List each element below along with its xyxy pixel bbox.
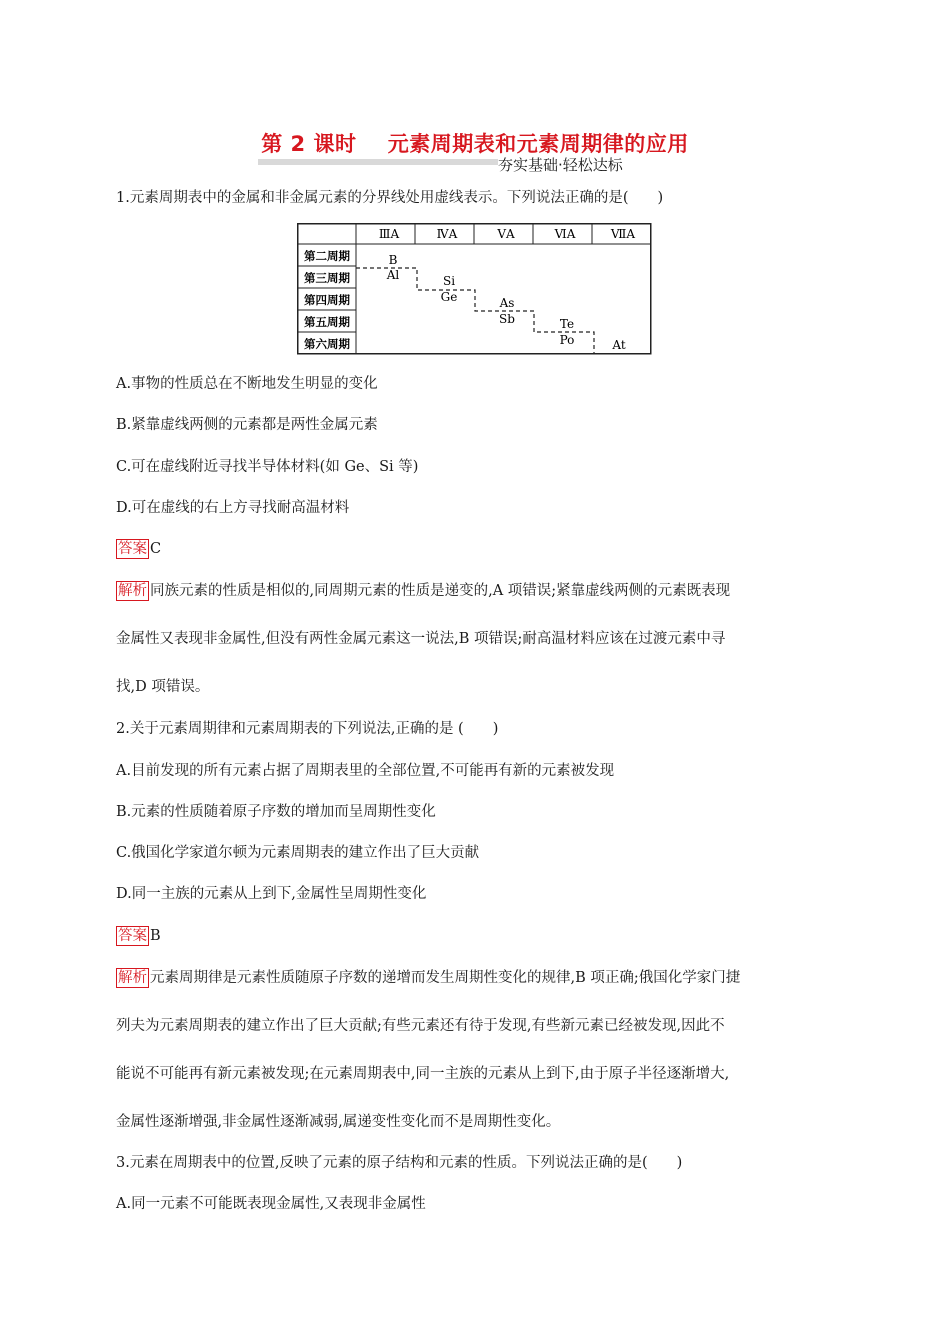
element-symbol: Sb [499, 312, 515, 326]
q3-option-a: A.同一元素不可能既表现金属性,又表现非金属性 [116, 1196, 426, 1212]
group-label: ⅤA [497, 227, 515, 241]
element-symbol: Te [559, 317, 575, 331]
answer-tag: 答案 [118, 928, 147, 944]
element-symbol: Po [559, 333, 575, 347]
q2-option-d: D.同一主族的元素从上到下,金属性呈周期性变化 [116, 886, 427, 902]
element-symbol: Si [442, 274, 456, 288]
group-label: ⅣA [436, 227, 458, 241]
answer-tag: 答案 [118, 541, 147, 557]
q1-option-b: B.紧靠虚线两侧的元素都是两性金属元素 [116, 417, 378, 433]
q2-stem: 2.关于元素周期律和元素周期表的下列说法,正确的是 ( ) [116, 721, 499, 737]
analysis-tag: 解析 [118, 970, 147, 986]
q1-analysis-line-1 [116, 581, 730, 601]
q2-analysis-line-3: 能说不可能再有新元素被发现;在元素周期表中,同一主族的元素从上到下,由于原子半径逐渐增大, [116, 1066, 730, 1082]
periodic-table-svg [297, 223, 653, 357]
group-label: ⅥA [554, 227, 576, 241]
period-label: 第五周期 [304, 315, 350, 329]
element-symbol: B [388, 253, 398, 267]
q2-option-b: B.元素的性质随着原子序数的增加而呈周期性变化 [116, 804, 436, 820]
q2-analysis-line-1 [116, 968, 740, 988]
page-title: 第 2 课时 元素周期表和元素周期律的应用 [261, 132, 689, 156]
q2-analysis-text: 元素周期律是元素性质随原子序数的递增而发生周期性变化的规律,B 项正确;俄国化学家门捷 [150, 970, 741, 986]
period-label: 第四周期 [304, 293, 350, 307]
q2-analysis-line-4: 金属性逐渐增强,非金属性逐渐减弱,属递变性变化而不是周期性变化。 [116, 1114, 561, 1130]
periodic-table-figure [297, 223, 653, 361]
q1-answer-line [116, 539, 161, 559]
q2-option-c: C.俄国化学家道尔顿为元素周期表的建立作出了巨大贡献 [116, 845, 480, 861]
q2-answer-line [116, 926, 161, 946]
period-label: 第三周期 [304, 271, 350, 285]
period-label: 第二周期 [304, 249, 350, 263]
element-symbol: At [612, 338, 626, 352]
period-label: 第六周期 [304, 337, 350, 351]
q2-option-a: A.目前发现的所有元素占据了周期表里的全部位置,不可能再有新的元素被发现 [116, 763, 615, 779]
q1-option-d: D.可在虚线的右上方寻找耐高温材料 [116, 500, 350, 516]
section-subtitle: 夯实基础·轻松达标 [498, 156, 623, 174]
q3-stem: 3.元素在周期表中的位置,反映了元素的原子结构和元素的性质。下列说法正确的是( ) [116, 1155, 683, 1171]
element-symbol: As [499, 296, 515, 310]
element-symbol: Ge [440, 290, 458, 304]
subtitle-bar [258, 159, 498, 165]
group-label: ⅢA [378, 227, 400, 241]
q1-analysis-text: 同族元素的性质是相似的,同周期元素的性质是递变的,A 项错误;紧靠虚线两侧的元素既表现 [150, 583, 731, 599]
element-symbol: Al [386, 268, 400, 282]
q1-option-c: C.可在虚线附近寻找半导体材料(如 Ge、Si 等) [116, 459, 419, 475]
q1-option-a: A.事物的性质总在不断地发生明显的变化 [116, 376, 378, 392]
q1-analysis-line-3: 找,D 项错误。 [116, 679, 210, 695]
q1-analysis-line-2: 金属性又表现非金属性,但没有两性金属元素这一说法,B 项错误;耐高温材料应该在过渡元素中寻 [116, 631, 726, 647]
q2-answer: B [150, 928, 161, 944]
group-label: ⅦA [610, 227, 636, 241]
q1-stem: 1.元素周期表中的金属和非金属元素的分界线处用虚线表示。下列说法正确的是( ) [116, 190, 664, 206]
q1-answer: C [150, 541, 162, 557]
q2-analysis-line-2: 列夫为元素周期表的建立作出了巨大贡献;有些元素还有待于发现,有些新元素已经被发现,因此不 [116, 1018, 725, 1034]
analysis-tag: 解析 [118, 583, 147, 599]
